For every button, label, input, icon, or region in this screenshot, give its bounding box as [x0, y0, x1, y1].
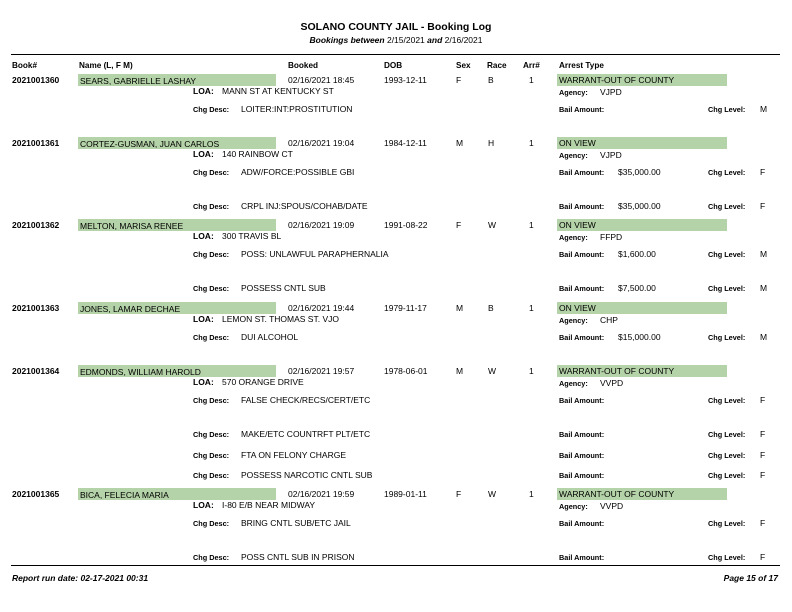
charge-description: POSS: UNLAWFUL PARAPHERNALIA: [241, 249, 389, 259]
chg-level-label: Chg Level:: [708, 519, 746, 528]
inmate-name: BICA, FELECIA MARIA: [80, 490, 169, 500]
page-number: Page 15 of 17: [723, 573, 778, 583]
charge-level: F: [760, 395, 766, 405]
agency: VJPD: [600, 87, 622, 97]
book-number: 2021001365: [12, 489, 60, 499]
location-of-arrest: MANN ST AT KENTUCKY ST: [222, 86, 334, 96]
arrest-type: WARRANT-OUT OF COUNTY: [559, 75, 675, 85]
arrest-type: WARRANT-OUT OF COUNTY: [559, 366, 675, 376]
bail-amount-label: Bail Amount:: [559, 250, 605, 259]
chg-desc-label: Chg Desc:: [193, 202, 230, 211]
inmate-name: SEARS, GABRIELLE LASHAY: [80, 76, 197, 86]
chg-level-label: Chg Level:: [708, 430, 746, 439]
chg-desc-label: Chg Desc:: [193, 451, 230, 460]
bail-amount-label: Bail Amount:: [559, 519, 605, 528]
loa-label: LOA:: [193, 500, 214, 510]
subtitle-and: and: [427, 35, 443, 45]
chg-level-label: Chg Level:: [708, 396, 746, 405]
arrest-number: 1: [529, 303, 534, 313]
chg-level-label: Chg Level:: [708, 202, 746, 211]
arrest-type: WARRANT-OUT OF COUNTY: [559, 489, 675, 499]
booked-datetime: 02/16/2021 18:45: [288, 75, 355, 85]
charge-description: MAKE/ETC COUNTRFT PLT/ETC: [241, 429, 371, 439]
race: W: [488, 366, 497, 376]
bail-amount: $7,500.00: [618, 283, 656, 293]
chg-desc-label: Chg Desc:: [193, 471, 230, 480]
charge-level: F: [760, 470, 766, 480]
chg-desc-label: Chg Desc:: [193, 333, 230, 342]
sex: M: [456, 303, 464, 313]
race: B: [488, 75, 494, 85]
chg-level-label: Chg Level:: [708, 451, 746, 460]
bail-amount-label: Bail Amount:: [559, 471, 605, 480]
charge-level: F: [760, 450, 766, 460]
arrest-number: 1: [529, 75, 534, 85]
book-number: 2021001361: [12, 138, 60, 148]
charge-description: FALSE CHECK/RECS/CERT/ETC: [241, 395, 371, 405]
agency: VVPD: [600, 378, 624, 388]
book-number: 2021001364: [12, 366, 60, 376]
inmate-name: CORTEZ-GUSMAN, JUAN CARLOS: [80, 139, 220, 149]
agency-label: Agency:: [559, 151, 588, 160]
sex: F: [456, 220, 462, 230]
chg-desc-label: Chg Desc:: [193, 430, 230, 439]
charge-description: CRPL INJ:SPOUS/COHAB/DATE: [241, 201, 368, 211]
report-run-date: Report run date: 02-17-2021 00:31: [12, 573, 149, 583]
charge-level: M: [760, 332, 768, 342]
agency-label: Agency:: [559, 316, 588, 325]
location-of-arrest: LEMON ST. THOMAS ST. VJO: [222, 314, 339, 324]
chg-level-label: Chg Level:: [708, 471, 746, 480]
charge-level: M: [760, 249, 768, 259]
sex: M: [456, 366, 464, 376]
arrest-type: ON VIEW: [559, 220, 596, 230]
inmate-name: JONES, LAMAR DECHAE: [80, 304, 181, 314]
bail-amount-label: Bail Amount:: [559, 105, 605, 114]
date-of-birth: 1993-12-11: [384, 75, 427, 85]
location-of-arrest: 570 ORANGE DRIVE: [222, 377, 304, 387]
loa-label: LOA:: [193, 377, 214, 387]
charge-description: POSSESS NARCOTIC CNTL SUB: [241, 470, 373, 480]
charge-level: F: [760, 167, 766, 177]
bail-amount-label: Bail Amount:: [559, 333, 605, 342]
inmate-name: MELTON, MARISA RENEE: [80, 221, 184, 231]
date-from: 2/15/2021: [386, 35, 425, 45]
col-book: Book#: [12, 61, 38, 70]
chg-level-label: Chg Level:: [708, 284, 746, 293]
bail-amount-label: Bail Amount:: [559, 202, 605, 211]
bail-amount-label: Bail Amount:: [559, 168, 605, 177]
inmate-name: EDMONDS, WILLIAM HAROLD: [80, 367, 201, 377]
col-arrest-type: Arrest Type: [559, 61, 604, 70]
loa-label: LOA:: [193, 149, 214, 159]
charge-description: LOITER:INT:PROSTITUTION: [241, 104, 353, 114]
booked-datetime: 02/16/2021 19:57: [288, 366, 355, 376]
booked-datetime: 02/16/2021 19:09: [288, 220, 355, 230]
charge-level: F: [760, 518, 766, 528]
bail-amount: $35,000.00: [618, 167, 661, 177]
chg-desc-label: Chg Desc:: [193, 396, 230, 405]
subtitle-prefix: Bookings between: [309, 35, 385, 45]
chg-desc-label: Chg Desc:: [193, 519, 230, 528]
agency-label: Agency:: [559, 502, 588, 511]
chg-level-label: Chg Level:: [708, 168, 746, 177]
arrest-number: 1: [529, 220, 534, 230]
charge-description: DUI ALCOHOL: [241, 332, 299, 342]
agency-label: Agency:: [559, 233, 588, 242]
race: H: [488, 138, 495, 148]
date-of-birth: 1989-01-11: [384, 489, 427, 499]
charge-level: F: [760, 552, 766, 562]
chg-desc-label: Chg Desc:: [193, 284, 230, 293]
charge-description: POSSESS CNTL SUB: [241, 283, 326, 293]
book-number: 2021001363: [12, 303, 60, 313]
chg-desc-label: Chg Desc:: [193, 553, 230, 562]
date-of-birth: 1991-08-22: [384, 220, 428, 230]
agency-label: Agency:: [559, 379, 588, 388]
agency-label: Agency:: [559, 88, 588, 97]
agency: VVPD: [600, 501, 624, 511]
col-booked: Booked: [288, 61, 319, 70]
col-dob: DOB: [384, 61, 403, 70]
chg-level-label: Chg Level:: [708, 553, 746, 562]
report-subtitle: [0, 35, 792, 45]
chg-level-label: Chg Level:: [708, 333, 746, 342]
col-race: Race: [487, 61, 507, 70]
chg-desc-label: Chg Desc:: [193, 250, 230, 259]
race: W: [488, 489, 497, 499]
sex: F: [456, 75, 462, 85]
bail-amount-label: Bail Amount:: [559, 396, 605, 405]
arrest-number: 1: [529, 366, 534, 376]
booked-datetime: 02/16/2021 19:04: [288, 138, 355, 148]
loa-label: LOA:: [193, 314, 214, 324]
book-number: 2021001362: [12, 220, 60, 230]
agency: CHP: [600, 315, 618, 325]
arrest-type: ON VIEW: [559, 303, 596, 313]
booked-datetime: 02/16/2021 19:44: [288, 303, 355, 313]
arrest-number: 1: [529, 138, 534, 148]
charge-description: POSS CNTL SUB IN PRISON: [241, 552, 355, 562]
book-number: 2021001360: [12, 75, 60, 85]
date-to: 2/16/2021: [444, 35, 483, 45]
charge-description: ADW/FORCE:POSSIBLE GBI: [241, 167, 355, 177]
sex: F: [456, 489, 462, 499]
date-of-birth: 1984-12-11: [384, 138, 427, 148]
chg-level-label: Chg Level:: [708, 105, 746, 114]
arrest-type: ON VIEW: [559, 138, 596, 148]
location-of-arrest: I-80 E/B NEAR MIDWAY: [222, 500, 316, 510]
date-of-birth: 1978-06-01: [384, 366, 428, 376]
col-sex: Sex: [456, 61, 471, 70]
agency: VJPD: [600, 150, 622, 160]
charge-level: F: [760, 201, 766, 211]
loa-label: LOA:: [193, 86, 214, 96]
booked-datetime: 02/16/2021 19:59: [288, 489, 355, 499]
bail-amount-label: Bail Amount:: [559, 451, 605, 460]
charge-level: M: [760, 104, 768, 114]
location-of-arrest: 300 TRAVIS BL: [222, 231, 282, 241]
charge-description: FTA ON FELONY CHARGE: [241, 450, 347, 460]
bail-amount-label: Bail Amount:: [559, 553, 605, 562]
race: B: [488, 303, 494, 313]
bail-amount: $1,600.00: [618, 249, 656, 259]
agency: FFPD: [600, 232, 623, 242]
bail-amount: $35,000.00: [618, 201, 661, 211]
sex: M: [456, 138, 464, 148]
charge-description: BRING CNTL SUB/ETC JAIL: [241, 518, 351, 528]
bail-amount-label: Bail Amount:: [559, 284, 605, 293]
race: W: [488, 220, 497, 230]
location-of-arrest: 140 RAINBOW CT: [222, 149, 293, 159]
col-arr: Arr#: [523, 61, 540, 70]
date-of-birth: 1979-11-17: [384, 303, 427, 313]
footer-divider: [11, 565, 780, 566]
charge-level: M: [760, 283, 768, 293]
chg-desc-label: Chg Desc:: [193, 168, 230, 177]
header-divider: [11, 54, 780, 55]
bail-amount-label: Bail Amount:: [559, 430, 605, 439]
bail-amount: $15,000.00: [618, 332, 661, 342]
loa-label: LOA:: [193, 231, 214, 241]
arrest-number: 1: [529, 489, 534, 499]
chg-desc-label: Chg Desc:: [193, 105, 230, 114]
charge-level: F: [760, 429, 766, 439]
col-name: Name (L, F M): [79, 61, 133, 70]
chg-level-label: Chg Level:: [708, 250, 746, 259]
report-title: SOLANO COUNTY JAIL - Booking Log: [300, 21, 492, 33]
